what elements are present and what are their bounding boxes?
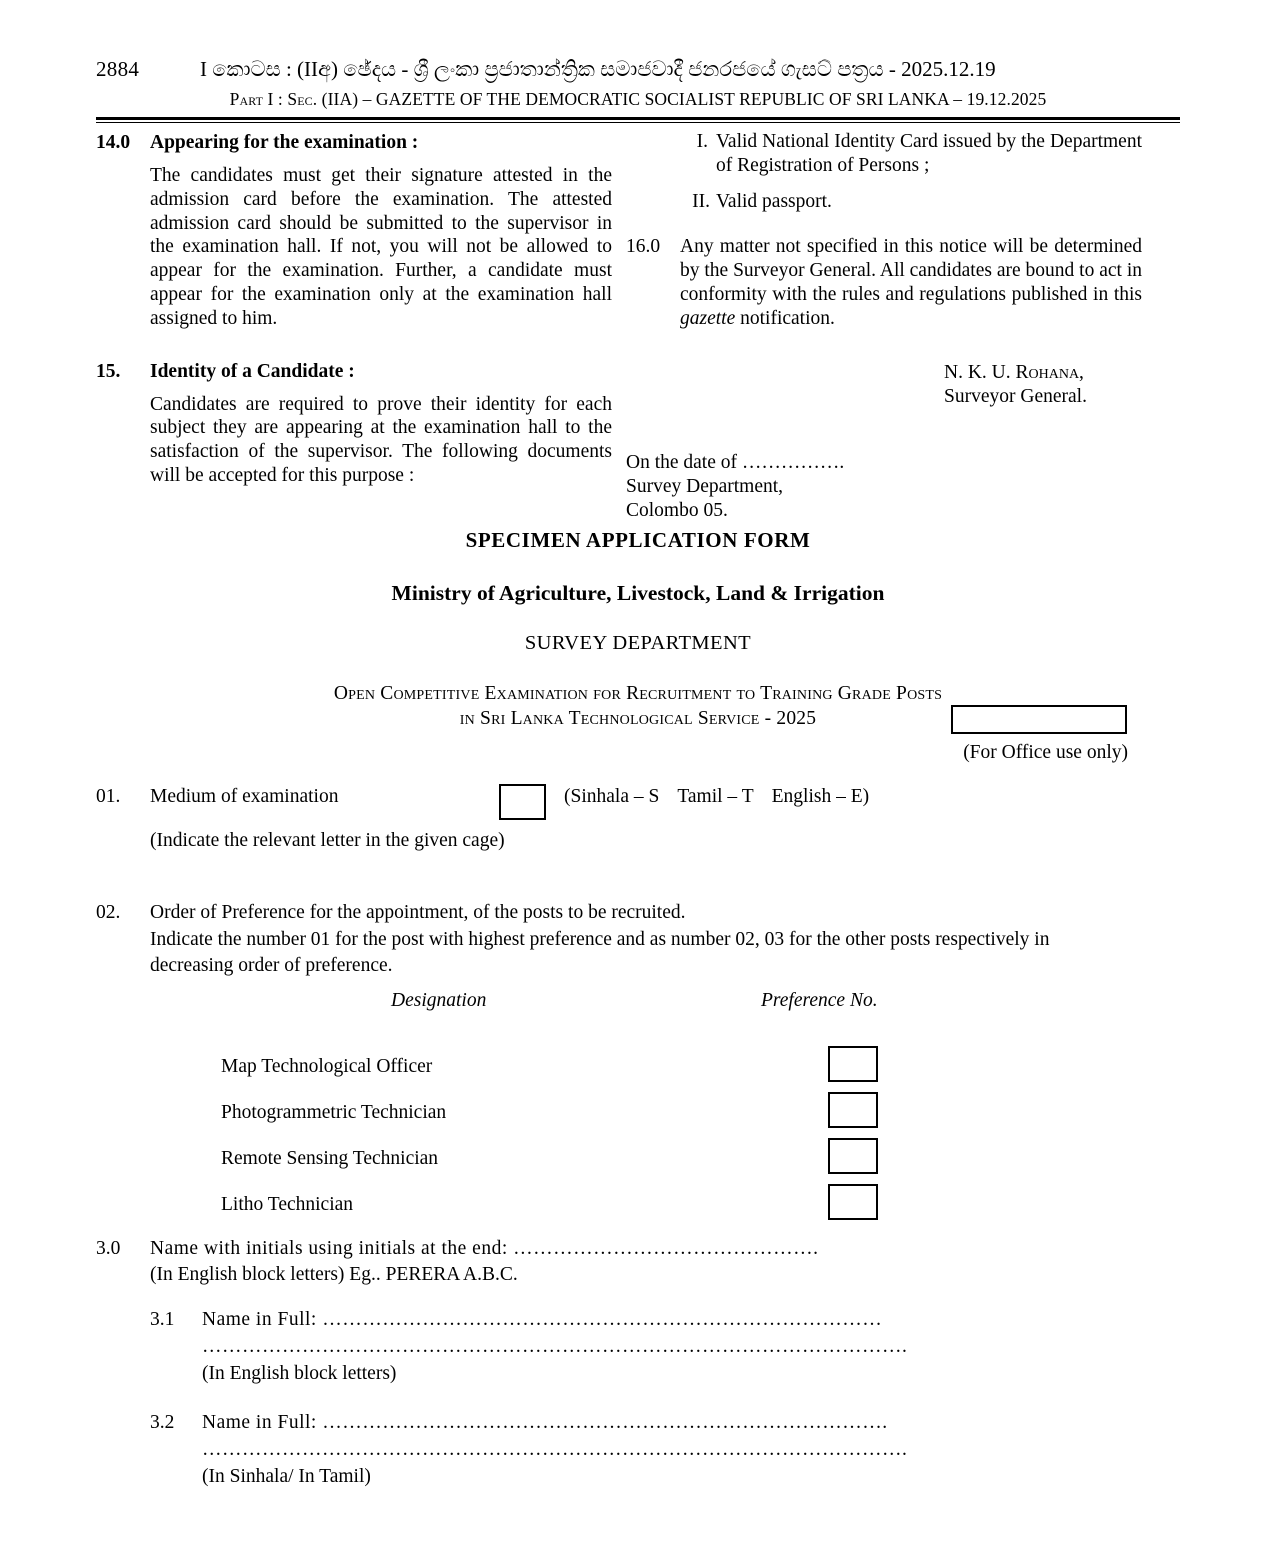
item-03-1-note: (In English block letters) xyxy=(202,1363,397,1384)
item-01-label: Medium of examination xyxy=(150,786,339,807)
department-title: SURVEY DEPARTMENT xyxy=(524,632,752,654)
header-english-text: Part I : Sec. (IIA) – GAZETTE OF THE DEMOCRATIC SOCIALIST REPUBLIC OF SRI LANKA – 19.12.2025 xyxy=(229,89,1047,109)
section-15-title: Identity of a Candidate : xyxy=(150,360,355,382)
department-line: Survey Department, xyxy=(626,475,784,497)
designation-label-4: Litho Technician xyxy=(221,1194,354,1215)
document-item-1 xyxy=(682,130,1142,178)
header-rule-thin xyxy=(96,122,1180,123)
designation-label-2: Photogrammetric Technician xyxy=(221,1102,447,1123)
preference-header-designation: Designation xyxy=(391,990,487,1011)
office-use-box[interactable] xyxy=(951,705,1127,734)
section-15 xyxy=(96,359,612,488)
section-16 xyxy=(626,235,1142,330)
section-16-text xyxy=(680,235,1142,330)
signatory-designation: Surveyor General. xyxy=(944,385,1087,407)
item-03-2-note: (In Sinhala/ In Tamil) xyxy=(202,1466,371,1487)
preference-header-number: Preference No. xyxy=(761,990,878,1011)
item-01-number: 01. xyxy=(96,786,121,807)
section-16-number: 16.0 xyxy=(626,236,661,258)
document-item-2-numeral: II. xyxy=(692,190,710,212)
header-line-sinhala xyxy=(96,52,1180,86)
page-header xyxy=(96,52,1180,110)
section-14 xyxy=(96,130,612,331)
document-item-1-text: Valid National Identity Card issued by the Department of Registration of Persons ; xyxy=(716,131,1142,176)
ministry-title: Ministry of Agriculture, Livestock, Land & Irrigation xyxy=(391,581,885,605)
section-14-heading xyxy=(96,130,612,156)
signatory-name: N. K. U. Rohana, xyxy=(944,361,1084,383)
section-15-body: Candidates are required to prove their identity for each subject they are appearing at the examination hall to the satisfaction of the supervisor. The following documents will be accepted for this purpose : xyxy=(150,393,612,486)
designation-label-3: Remote Sensing Technician xyxy=(221,1148,439,1169)
section-15-heading xyxy=(96,359,612,385)
page-number: 2884 xyxy=(96,57,140,81)
item-02-order-of-preference xyxy=(96,900,1136,980)
section-15-number: 15. xyxy=(96,360,121,382)
item-03-2-name-field-continued[interactable]: ……………………………………………………………………………………………. xyxy=(202,1439,908,1460)
item-03-2-name-field[interactable]: Name in Full: …………………………………………………………………………. xyxy=(202,1412,888,1433)
item-02-line-2: Indicate the number 01 for the post with highest preference and as number 02, 03 for the other posts respectively in decreasing order of preference. xyxy=(150,928,1050,976)
document-item-2-text: Valid passport. xyxy=(716,190,832,212)
right-column xyxy=(626,130,1142,523)
item-02-number: 02. xyxy=(96,902,121,923)
item-03-line-1[interactable]: Name with initials using initials at the end: ………………………………………. xyxy=(150,1238,819,1259)
item-03-1-body xyxy=(202,1306,1156,1387)
option-tamil: Tamil – T xyxy=(677,786,754,807)
table-row xyxy=(221,1092,921,1138)
left-column xyxy=(96,130,612,504)
item-03-1-number: 3.1 xyxy=(150,1309,175,1330)
preference-input-4[interactable] xyxy=(828,1184,878,1220)
medium-of-examination-box[interactable] xyxy=(499,784,546,820)
item-03-line-2: (In English block letters) Eg.. PERERA A.B.C. xyxy=(150,1264,518,1285)
date-line: On the date of ……………. xyxy=(626,451,845,473)
header-sinhala-text: I කොටස : (IIඅ) ඡේදය - ශ්‍රී ලංකා ප්‍රජාතාන්ත්‍රික සමාජවාදී ජනරජයේ ගැසට් පත්‍රය - 2025.12.19 xyxy=(200,57,996,81)
preference-input-3[interactable] xyxy=(828,1138,878,1174)
item-03-1-name-field-continued[interactable]: ……………………………………………………………………………………………. xyxy=(202,1336,908,1357)
item-03-1-name-field[interactable]: Name in Full: ………………………………………………………………………… xyxy=(202,1309,883,1330)
form-title-block xyxy=(96,528,1180,731)
exam-title-line-2: in Sri Lanka Technological Service - 2025 xyxy=(459,708,817,729)
signature-block xyxy=(626,361,1142,409)
section-14-body: The candidates must get their signature attested in the admission card before the examination. The attested admission card should be submitted to the supervisor in the examination hall. If not, you will not be allowed to appear for the examination. Further, a candidate must appear for the examination only at the examination hall assigned to him. xyxy=(150,165,612,329)
designation-label-1: Map Technological Officer xyxy=(221,1056,433,1077)
document-item-1-numeral: I. xyxy=(696,131,708,152)
option-sinhala: (Sinhala – S xyxy=(564,786,660,807)
item-03-1 xyxy=(150,1306,1156,1387)
date-block xyxy=(626,451,1142,523)
item-03-name-section xyxy=(96,1236,1156,1490)
table-row xyxy=(221,1046,921,1092)
item-03-number: 3.0 xyxy=(96,1238,121,1259)
office-use-label: (For Office use only) xyxy=(963,742,1128,763)
document-item-2 xyxy=(682,190,1142,214)
preference-input-2[interactable] xyxy=(828,1092,878,1128)
section-14-title: Appearing for the examination : xyxy=(150,132,419,153)
item-03-2-number: 3.2 xyxy=(150,1412,175,1433)
preference-input-1[interactable] xyxy=(828,1046,878,1082)
section-16-text-part1: Any matter not specified in this notice will be determined by the Surveyor General. All candidates are bound to act in conformity with the rules and regulations published in this xyxy=(680,236,1142,305)
table-row xyxy=(221,1138,921,1184)
item-02-body xyxy=(150,900,1136,980)
item-03-2 xyxy=(150,1409,1156,1490)
section-16-text-part2: notification. xyxy=(735,307,835,329)
city-line: Colombo 05. xyxy=(626,499,728,521)
section-14-number: 14.0 xyxy=(96,132,131,153)
header-rule-thick xyxy=(96,117,1180,120)
option-english: English – E) xyxy=(771,786,870,807)
item-03-2-body xyxy=(202,1409,1156,1490)
item-03-body xyxy=(150,1236,1156,1288)
exam-title-line-1: Open Competitive Examination for Recruitment to Training Grade Posts xyxy=(333,683,943,704)
specimen-form-title: SPECIMEN APPLICATION FORM xyxy=(465,528,811,552)
table-row xyxy=(221,1184,921,1230)
item-02-line-1: Order of Preference for the appointment, of the posts to be recruited. xyxy=(150,902,686,923)
item-01-hint: (Indicate the relevant letter in the given cage) xyxy=(150,830,505,851)
item-01-options xyxy=(564,786,869,808)
section-16-italic-word: gazette xyxy=(680,307,736,329)
